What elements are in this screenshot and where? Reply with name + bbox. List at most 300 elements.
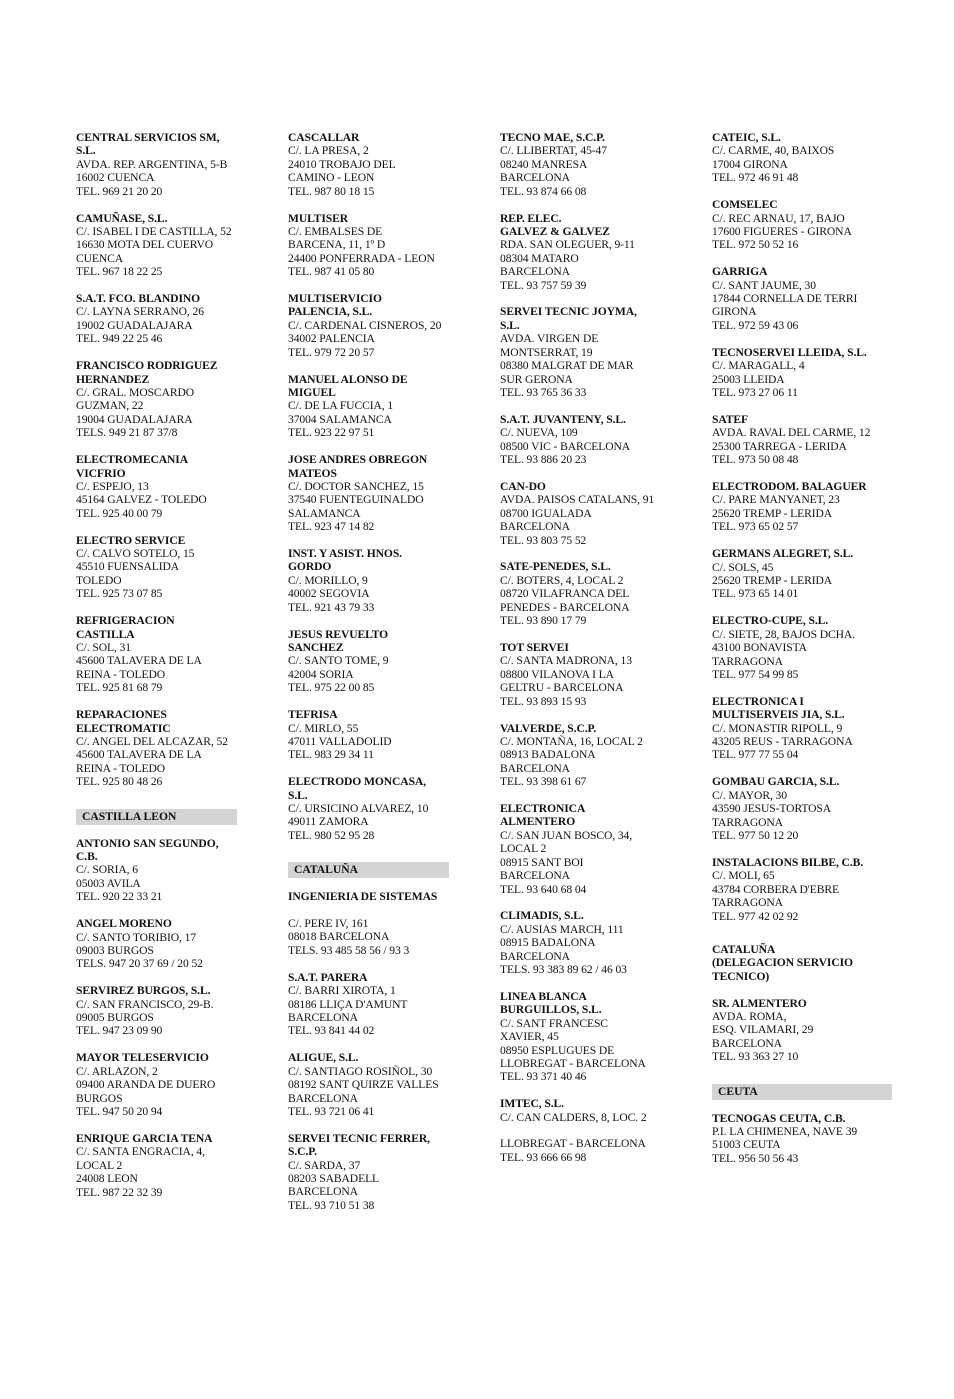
entry-address-line: 08186 LLIÇA D'AMUNT <box>288 997 408 1011</box>
service-entry <box>712 997 880 1064</box>
entry-phone: TEL. 93 640 68 04 <box>500 882 587 896</box>
region-header: CEUTA <box>712 1084 892 1100</box>
region-header: CATALUÑA <box>288 862 449 878</box>
blank-line <box>500 1124 668 1137</box>
entry-phone: TEL. 925 81 68 79 <box>76 681 163 695</box>
entry-address-line: BARCELONA <box>500 520 570 534</box>
entry-name-line: SERVEI TECNIC FERRER, <box>288 1131 430 1145</box>
entry-phone: TEL. 977 54 99 85 <box>712 667 799 681</box>
entry-address-line: 19002 GUADALAJARA <box>76 318 193 332</box>
entry-name-line: INST. Y ASIST. HNOS. <box>288 547 402 561</box>
entry-phone: TEL. 925 73 07 85 <box>76 587 163 601</box>
service-entry <box>500 131 668 198</box>
entry-address-line: 09005 BURGOS <box>76 1011 154 1025</box>
entry-name-line: S.A.T. JUVANTENY, S.L. <box>500 412 626 426</box>
entry-address-line: TOLEDO <box>76 573 122 587</box>
service-entry <box>712 695 880 762</box>
service-entry <box>76 292 244 346</box>
entry-phone: TEL. 972 59 43 06 <box>712 318 799 332</box>
entry-name-line: S.C.P. <box>288 1145 317 1159</box>
entry-address-line: C/. MARAGALL, 4 <box>712 359 805 373</box>
entry-address-line: 25620 TREMP - LERIDA <box>712 573 833 587</box>
entry-name-line: SATEF <box>712 412 749 426</box>
entry-name-line: MULTISER <box>288 211 348 225</box>
entry-address-line: 37540 FUENTEGUINALDO <box>288 493 424 507</box>
entry-phone: TEL. 925 80 48 26 <box>76 775 163 789</box>
service-entry <box>712 265 880 332</box>
entry-name-line: CATEIC, S.L. <box>712 131 781 144</box>
entry-address-line: 40002 SEGOVIA <box>288 587 370 601</box>
entry-address-line: C/. ESPEJO, 13 <box>76 479 149 493</box>
entry-phone: TEL. 93 757 59 39 <box>500 278 587 292</box>
entry-address-line: BARCELONA <box>712 1036 782 1050</box>
entry-address-line: 43784 CORBERA D'EBRE <box>712 882 839 896</box>
entry-address-line: 19004 GUADALAJARA <box>76 412 193 426</box>
entry-address-line: C/. SORIA, 6 <box>76 863 138 877</box>
entry-address-line: C/. SANT FRANCESC <box>500 1016 608 1030</box>
entry-phone: TEL. 93 803 75 52 <box>500 533 587 547</box>
service-entry <box>288 212 456 279</box>
entry-phone: TEL. 973 50 08 48 <box>712 453 799 467</box>
entry-name-line: JOSE ANDRES OBREGON <box>288 453 428 467</box>
entry-address-line: 08500 VIC - BARCELONA <box>500 439 631 453</box>
entry-name-line: ELECTROMECANIA <box>76 453 188 467</box>
service-entry <box>288 131 456 198</box>
entry-address-line: BARCELONA <box>500 869 570 883</box>
service-entry <box>712 480 880 534</box>
entry-name-line: MIGUEL <box>288 386 336 399</box>
entry-address-line: RDA. SAN OLEGUER, 9-11 <box>500 238 635 252</box>
service-entry <box>288 1132 456 1212</box>
entry-address-line: 51003 CEUTA <box>712 1138 781 1152</box>
entry-address-line: 08913 BADALONA <box>500 748 596 762</box>
entry-name-line: ELECTRODO MONCASA, <box>288 775 426 789</box>
service-entry <box>288 453 456 533</box>
service-entry <box>76 708 244 788</box>
directory-column-2 <box>288 131 456 1226</box>
entry-phone: TEL. 947 23 09 90 <box>76 1024 163 1038</box>
entry-name-line: ANGEL MORENO <box>76 917 172 931</box>
entry-phone: TEL. 93 765 36 33 <box>500 385 587 399</box>
entry-address-line: LLOBREGAT - BARCELONA <box>500 1056 646 1070</box>
entry-address-line: C/. CARDENAL CISNEROS, 20 <box>288 318 442 332</box>
entry-address-line: 08700 IGUALADA <box>500 506 592 520</box>
entry-address-line: 37004 SALAMANCA <box>288 412 392 426</box>
service-entry <box>288 547 456 614</box>
entry-phone: TEL. 93 666 66 98 <box>500 1150 587 1164</box>
entry-address-line: LLOBREGAT - BARCELONA <box>500 1137 646 1151</box>
entry-address-line: 43205 REUS - TARRAGONA <box>712 735 853 749</box>
entry-address-line: BARCELONA <box>288 1185 358 1199</box>
entry-phone: TEL. 93 363 27 10 <box>712 1050 799 1064</box>
entry-name-line: S.A.T. PARERA <box>288 970 368 984</box>
entry-address-line: C/. SANTO TORIBIO, 17 <box>76 930 196 944</box>
entry-address-line: C/. SANTA ENGRACIA, 4, <box>76 1145 205 1159</box>
service-entry <box>76 359 244 439</box>
entry-name-line: MANUEL ALONSO DE <box>288 372 408 386</box>
service-entry <box>712 131 880 185</box>
entry-phone: TEL. 921 43 79 33 <box>288 600 375 614</box>
entry-name-line: TOT SERVEI <box>500 641 569 654</box>
entry-address-line: CAMINO - LEON <box>288 171 375 185</box>
entry-address-line: BARCELONA <box>500 949 570 963</box>
entry-name-line: LINEA BLANCA <box>500 989 587 1003</box>
service-entry <box>288 1051 456 1118</box>
entry-name-line: SANCHEZ <box>288 641 344 654</box>
entry-phone: TEL. 969 21 20 20 <box>76 184 163 198</box>
entry-address-line: C/. LAYNA SERRANO, 26 <box>76 305 204 319</box>
entry-address-line: 17004 GIRONA <box>712 157 788 171</box>
entry-name-line: S.L. <box>76 144 96 158</box>
service-entry <box>500 560 668 627</box>
service-entry <box>76 984 244 1038</box>
service-entry <box>288 890 456 957</box>
entry-name-line: HERNANDEZ <box>76 372 150 386</box>
entry-name-line: ELECTRONICA <box>500 802 586 816</box>
service-entry <box>712 346 880 400</box>
entry-address-line: C/. SANTO TOME, 9 <box>288 654 389 668</box>
entry-address-line: 25620 TREMP - LERIDA <box>712 506 833 520</box>
entry-address-line: C/. GRAL. MOSCARDO <box>76 386 195 399</box>
entry-address-line: SUR GERONA <box>500 372 573 386</box>
entry-address-line: C/. PARE MANYANET, 23 <box>712 493 840 507</box>
entry-name-line: C.B. <box>76 849 98 863</box>
entry-address-line: 08720 VILAFRANCA DEL <box>500 587 630 601</box>
entry-name-line: GALVEZ & GALVEZ <box>500 224 610 238</box>
service-entry <box>76 614 244 694</box>
entry-name-line: TECNOGAS CEUTA, C.B. <box>712 1111 846 1125</box>
entry-address-line: BARCELONA <box>288 1011 358 1025</box>
entry-phone: TEL. 973 65 02 57 <box>712 520 799 534</box>
entry-address-line: 45600 TALAVERA DE LA <box>76 654 202 668</box>
entry-name-line: ALMENTERO <box>500 815 576 829</box>
service-entry <box>288 775 456 842</box>
entry-address-line: C/. SANTA MADRONA, 13 <box>500 654 632 668</box>
entry-name-line: ELECTRONICA I <box>712 694 804 708</box>
entry-phone: TEL. 967 18 22 25 <box>76 265 163 279</box>
entry-address-line: C/. EMBALSES DE <box>288 224 383 238</box>
service-entry <box>288 708 456 762</box>
entry-name-line: MAYOR TELESERVICIO <box>76 1051 209 1065</box>
entry-phone: TEL. 983 29 34 11 <box>288 748 374 762</box>
entry-address-line: MONTSERRAT, 19 <box>500 345 593 359</box>
entry-name-line: ALIGUE, S.L. <box>288 1051 359 1065</box>
service-entry <box>712 943 880 983</box>
entry-address-line: 25003 LLEIDA <box>712 372 785 386</box>
entry-address-line: 08915 SANT BOI <box>500 855 584 869</box>
service-entry <box>712 198 880 252</box>
entry-address-line: C/. SANT JAUME, 30 <box>712 278 816 292</box>
entry-name-line: S.L. <box>500 318 520 332</box>
entry-phone: TEL. 923 47 14 82 <box>288 520 375 534</box>
entry-name-line: GERMANS ALEGRET, S.L. <box>712 547 854 561</box>
entry-name-line: GORDO <box>288 560 332 574</box>
entry-phone: TEL. 973 65 14 01 <box>712 587 799 601</box>
entry-phone: TEL. 923 22 97 51 <box>288 426 375 440</box>
entry-phone: TEL. 972 46 91 48 <box>712 171 799 185</box>
service-entry <box>76 837 244 904</box>
region-header: CASTILLA LEON <box>76 809 237 825</box>
entry-phone: TEL. 973 27 06 11 <box>712 386 798 399</box>
entry-name-line: REPARACIONES <box>76 708 167 722</box>
directory-column-3 <box>500 131 668 1178</box>
entry-address-line: C/. MAYOR, 30 <box>712 788 787 802</box>
entry-address-line: BARCELONA <box>500 265 570 279</box>
entry-address-line: C/. MOLI, 65 <box>712 869 775 883</box>
entry-name-line: TECNICO) <box>712 969 770 983</box>
entry-name-line: VICFRIO <box>76 466 126 480</box>
service-entry <box>500 722 668 789</box>
entry-address-line: 17600 FIGUERES - GIRONA <box>712 224 852 238</box>
entry-phone: TEL. 93 886 20 23 <box>500 453 587 467</box>
entry-name-line: JESUS REVUELTO <box>288 627 389 641</box>
entry-address-line: AVDA. ROMA, <box>712 1010 787 1024</box>
entry-address-line: REINA - TOLEDO <box>76 667 165 681</box>
entry-address-line: 47011 VALLADOLID <box>288 734 392 748</box>
entry-address-line: BARCELONA <box>288 1091 358 1105</box>
entry-address-line: 05003 AVILA <box>76 876 141 890</box>
entry-name-line: CASTILLA <box>76 627 135 641</box>
entry-name-line: CAN-DO <box>500 479 546 493</box>
entry-name-line: SATE-PENEDES, S.L. <box>500 560 611 574</box>
entry-address-line: 17844 CORNELLA DE TERRI <box>712 292 858 306</box>
entry-name-line: CAMUÑASE, S.L. <box>76 211 168 225</box>
service-entry <box>500 802 668 896</box>
entry-address-line: C/. MIRLO, 55 <box>288 721 359 735</box>
entry-name-line: CASCALLAR <box>288 131 360 144</box>
entry-address-line: 42004 SORIA <box>288 667 354 681</box>
entry-address-line: C/. PERE IV, 161 <box>288 917 369 931</box>
entry-address-line: TARRAGONA <box>712 896 783 910</box>
entry-phone: TEL. 977 77 55 04 <box>712 748 799 762</box>
entry-address-line: 16630 MOTA DEL CUERVO <box>76 238 213 252</box>
entry-address-line: C/. SAN JUAN BOSCO, 34, <box>500 828 633 842</box>
service-entry <box>500 909 668 976</box>
entry-address-line: CUENCA <box>76 251 124 265</box>
entry-address-line: C/. SOLS, 45 <box>712 560 774 574</box>
service-entry <box>76 453 244 520</box>
entry-address-line: C/. ISABEL I DE CASTILLA, 52 <box>76 224 232 238</box>
entry-address-line: 09400 ARANDA DE DUERO <box>76 1078 216 1092</box>
service-entry <box>500 480 668 547</box>
entry-name-line: S.A.T. FCO. BLANDINO <box>76 292 201 306</box>
entry-phone: TEL. 972 50 52 16 <box>712 238 799 252</box>
entry-address-line: GIRONA <box>712 305 757 319</box>
entry-address-line: C/. DOCTOR SANCHEZ, 15 <box>288 479 424 493</box>
entry-address-line: C/. CARME, 40, BAIXOS <box>712 144 835 158</box>
entry-address-line: 08380 MALGRAT DE MAR <box>500 359 634 373</box>
entry-address-line: 49011 ZAMORA <box>288 815 369 829</box>
entry-name-line: IMTEC, S.L. <box>500 1097 564 1111</box>
entry-address-line: C/. REC ARNAU, 17, BAJO <box>712 211 845 225</box>
entry-address-line: 08203 SABADELL <box>288 1172 380 1186</box>
entry-name-line: REP. ELEC. <box>500 211 562 225</box>
entry-phone: TEL. 987 22 32 39 <box>76 1185 163 1199</box>
entry-name-line: GARRIGA <box>712 265 768 279</box>
service-entry <box>76 534 244 601</box>
service-entry <box>500 413 668 467</box>
entry-name-line: S.L. <box>288 788 308 802</box>
entry-address-line: C/. CAN CALDERS, 8, LOC. 2 <box>500 1110 647 1124</box>
entry-name-line: CLIMADIS, S.L. <box>500 909 584 923</box>
entry-address-line: 43100 BONAVISTA <box>712 641 807 655</box>
entry-address-line: C/. ANGEL DEL ALCAZAR, 52 <box>76 734 228 748</box>
entry-address-line: 08240 MANRESA <box>500 157 588 171</box>
entry-address-line: 08915 BADALONA <box>500 936 596 950</box>
service-entry <box>76 1132 244 1199</box>
entry-phone: TEL. 980 52 95 28 <box>288 828 375 842</box>
entry-address-line: 34002 PALENCIA <box>288 332 375 346</box>
entry-address-line: C/. SOL, 31 <box>76 641 131 654</box>
service-entry <box>712 413 880 467</box>
service-entry <box>76 212 244 279</box>
entry-address-line: 45600 TALAVERA DE LA <box>76 748 202 762</box>
entry-name-line: FRANCISCO RODRIGUEZ <box>76 359 218 373</box>
service-entry <box>76 1051 244 1118</box>
entry-address-line: C/. MONTAÑA, 16, LOCAL 2 <box>500 734 643 748</box>
entry-phone: TEL. 949 22 25 46 <box>76 332 163 346</box>
entry-address-line: C/. MORILLO, 9 <box>288 573 368 587</box>
entry-address-line: 08800 VILANOVA I LA <box>500 667 614 681</box>
directory-column-4 <box>712 131 880 1179</box>
entry-address-line: C/. LLIBERTAT, 45-47 <box>500 144 607 158</box>
entry-name-line: MULTISERVICIO <box>288 292 382 306</box>
entry-name-line: MULTISERVEIS JIA, S.L. <box>712 708 845 722</box>
entry-name-line: (DELEGACION SERVICIO <box>712 956 853 970</box>
service-entry <box>76 131 244 198</box>
entry-address-line: 24400 PONFERRADA - LEON <box>288 251 435 265</box>
service-entry <box>288 971 456 1038</box>
entry-phone: TEL. 956 50 56 43 <box>712 1151 799 1165</box>
entry-address-line: 08950 ESPLUGUES DE <box>500 1043 615 1057</box>
entry-name-line: ELECTRODOM. BALAGUER <box>712 480 867 494</box>
entry-address-line: C/. BOTERS, 4, LOCAL 2 <box>500 573 624 587</box>
entry-address-line: C/. LA PRESA, 2 <box>288 144 369 158</box>
entry-phone: TELS. 949 21 87 37/8 <box>76 426 178 440</box>
entry-address-line: C/. BARRI XIROTA, 1 <box>288 984 396 998</box>
entry-phone: TEL. 93 398 61 67 <box>500 775 587 789</box>
service-entry <box>500 641 668 708</box>
entry-phone: TEL. 925 40 00 79 <box>76 506 163 520</box>
entry-address-line: C/. NUEVA, 109 <box>500 426 578 440</box>
entry-name-line: BURGUILLOS, S.L. <box>500 1003 602 1017</box>
entry-name-line: MATEOS <box>288 466 337 480</box>
entry-phone: TEL. 977 50 12 20 <box>712 828 799 842</box>
entry-phone: TEL. 93 874 66 08 <box>500 184 587 198</box>
entry-name-line: SR. ALMENTERO <box>712 996 807 1010</box>
entry-address-line: BARCELONA <box>500 171 570 185</box>
entry-name-line: VALVERDE, S.C.P. <box>500 721 597 735</box>
entry-address-line: GUZMAN, 22 <box>76 399 144 413</box>
entry-phone: TEL. 93 721 06 41 <box>288 1104 375 1118</box>
entry-name-line: ELECTRO-CUPE, S.L. <box>712 614 829 628</box>
entry-address-line: 45164 GALVEZ - TOLEDO <box>76 493 207 507</box>
entry-address-line: 45510 FUENSALIDA <box>76 560 180 574</box>
entry-name-line: ANTONIO SAN SEGUNDO, <box>76 836 219 850</box>
entry-name-line: GOMBAU GARCIA, S.L. <box>712 775 840 789</box>
service-entry <box>500 212 668 292</box>
service-entry <box>288 628 456 695</box>
service-entry <box>500 990 668 1084</box>
entry-phone: TEL. 947 50 20 94 <box>76 1104 163 1118</box>
entry-phone: TEL. 979 72 20 57 <box>288 345 375 359</box>
entry-phone: TEL. 920 22 33 21 <box>76 890 163 904</box>
service-entry <box>712 614 880 681</box>
entry-address-line: AVDA. VIRGEN DE <box>500 332 599 346</box>
entry-name-line: TEFRISA <box>288 708 338 722</box>
entry-phone: TELS. 93 485 58 56 / 93 3 <box>288 943 410 957</box>
entry-address-line: C/. SANTIAGO ROSIÑOL, 30 <box>288 1064 433 1078</box>
entry-address-line: TARRAGONA <box>712 815 783 829</box>
entry-name-line: COMSELEC <box>712 198 778 212</box>
entry-address-line: C/. AUSIAS MARCH, 111 <box>500 922 624 936</box>
entry-name-line: INSTALACIONS BILBE, C.B. <box>712 855 864 869</box>
entry-phone: TEL. 93 893 15 93 <box>500 694 587 708</box>
service-entry <box>288 292 456 359</box>
entry-address-line: BARCELONA <box>500 761 570 775</box>
service-entry <box>712 1112 880 1166</box>
entry-address-line: AVDA. RAVAL DEL CARME, 12 <box>712 426 871 440</box>
entry-address-line: C/. URSICINO ALVAREZ, 10 <box>288 802 429 816</box>
entry-address-line: TARRAGONA <box>712 654 783 668</box>
service-entry <box>712 856 880 923</box>
entry-address-line: 43590 JESUS-TORTOSA <box>712 802 832 816</box>
entry-phone: TEL. 93 841 44 02 <box>288 1024 375 1038</box>
entry-phone: TELS. 947 20 37 69 / 20 52 <box>76 957 203 971</box>
entry-address-line: ESQ. VILAMARI, 29 <box>712 1023 814 1037</box>
entry-address-line: 25300 TARREGA - LERIDA <box>712 439 847 453</box>
entry-address-line: BURGOS <box>76 1091 123 1105</box>
entry-address-line: 16002 CUENCA <box>76 171 155 185</box>
entry-phone: TELS. 93 383 89 62 / 46 03 <box>500 963 627 977</box>
entry-address-line: P.I. LA CHIMENEA, NAVE 39 <box>712 1125 858 1139</box>
entry-address-line: GELTRU - BARCELONA <box>500 681 624 695</box>
service-entry <box>76 917 244 971</box>
entry-address-line: LOCAL 2 <box>500 842 547 856</box>
entry-address-line: BARCENA, 11, 1º D <box>288 238 386 252</box>
entry-address-line: C/. DE LA FUCCIA, 1 <box>288 399 394 413</box>
entry-name-line: ELECTRO SERVICE <box>76 533 186 547</box>
entry-address-line: SALAMANCA <box>288 506 361 520</box>
entry-phone: TEL. 93 710 51 38 <box>288 1198 375 1212</box>
entry-name-line: TECNO MAE, S.C.P. <box>500 131 605 144</box>
entry-address-line: C/. ARLAZON, 2 <box>76 1064 158 1078</box>
entry-name-line: ENRIQUE GARCIA TENA <box>76 1131 213 1145</box>
service-entry <box>500 1097 668 1164</box>
entry-address-line: AVDA. PAISOS CATALANS, 91 <box>500 493 655 507</box>
entry-name-line: PALENCIA, S.L. <box>288 305 373 319</box>
service-entry <box>500 305 668 399</box>
entry-phone: TEL. 987 80 18 15 <box>288 184 375 198</box>
entry-address-line: LOCAL 2 <box>76 1158 123 1172</box>
service-entry <box>712 775 880 842</box>
entry-address-line: 09003 BURGOS <box>76 943 154 957</box>
entry-address-line: 08192 SANT QUIRZE VALLES <box>288 1078 439 1092</box>
entry-name-line: CATALUÑA <box>712 942 776 956</box>
entry-address-line: 24008 LEON <box>76 1172 138 1186</box>
entry-address-line: 24010 TROBAJO DEL <box>288 157 396 171</box>
service-entry <box>288 373 456 440</box>
entry-address-line: 08018 BARCELONA <box>288 930 390 944</box>
entry-name-line: CENTRAL SERVICIOS SM, <box>76 131 220 144</box>
entry-phone: TEL. 977 42 02 92 <box>712 909 799 923</box>
entry-phone: TEL. 93 371 40 46 <box>500 1070 587 1084</box>
service-entry <box>712 547 880 601</box>
entry-address-line: AVDA. REP. ARGENTINA, 5-B <box>76 157 228 171</box>
entry-name-line: ELECTROMATIC <box>76 721 171 735</box>
entry-phone: TEL. 93 890 17 79 <box>500 614 587 628</box>
entry-address-line: 08304 MATARO <box>500 251 579 265</box>
